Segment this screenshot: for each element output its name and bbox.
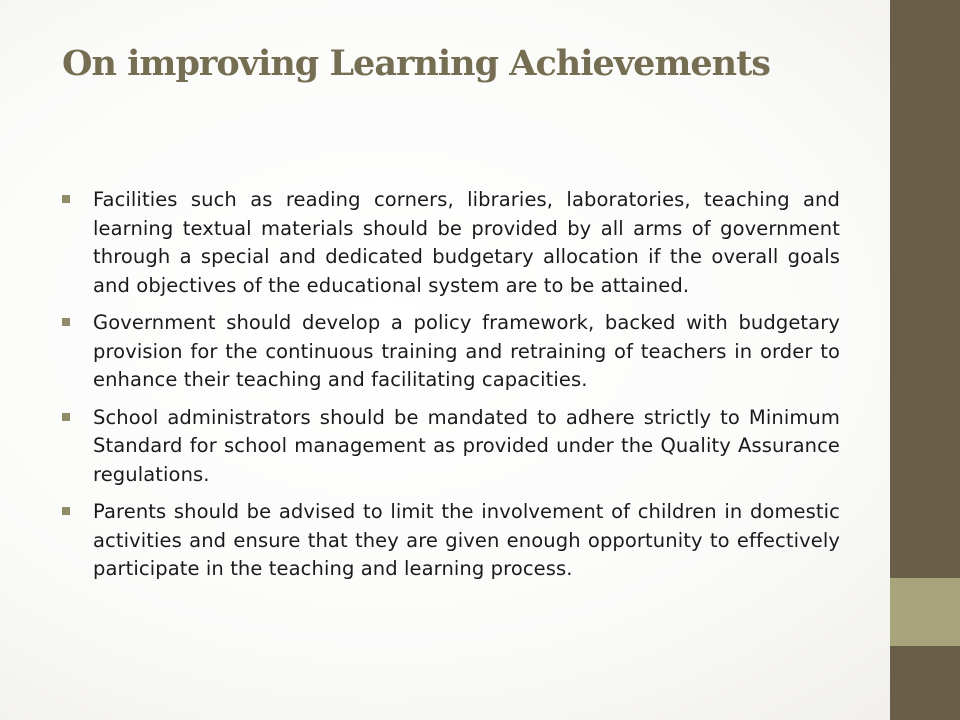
bullet-item: [62, 404, 840, 490]
square-bullet-icon: [62, 507, 70, 515]
slide-title: On improving Learning Achievements: [62, 43, 770, 84]
square-bullet-icon: [62, 195, 70, 203]
decorative-side-bar-accent: [890, 578, 960, 646]
bullet-list: [62, 186, 840, 593]
bullet-item: [62, 309, 840, 395]
bullet-text: Parents should be advised to limit the involvement of children in domestic activities and ensure that they are given enough opportunity to effectively participate in the teaching and learning process.: [93, 500, 840, 580]
square-bullet-icon: [62, 318, 70, 326]
decorative-side-bar-top: [890, 0, 960, 578]
bullet-item: [62, 186, 840, 300]
bullet-item: [62, 498, 840, 584]
bullet-text: Government should develop a policy framework, backed with budgetary provision for the continuous training and retraining of teachers in order to enhance their teaching and facilitating capacities.: [93, 311, 840, 391]
bullet-text: School administrators should be mandated to adhere strictly to Minimum Standard for school management as provided under the Quality Assurance regulations.: [93, 405, 840, 486]
bullet-text: Facilities such as reading corners, libraries, laboratories, teaching and learning textual materials should be provided by all arms of government through a special and dedicated budgetary allocation if the overall goals and objectives of the educational system are to be attained.: [93, 188, 840, 297]
square-bullet-icon: [62, 413, 70, 421]
decorative-side-bar-bottom: [890, 646, 960, 720]
